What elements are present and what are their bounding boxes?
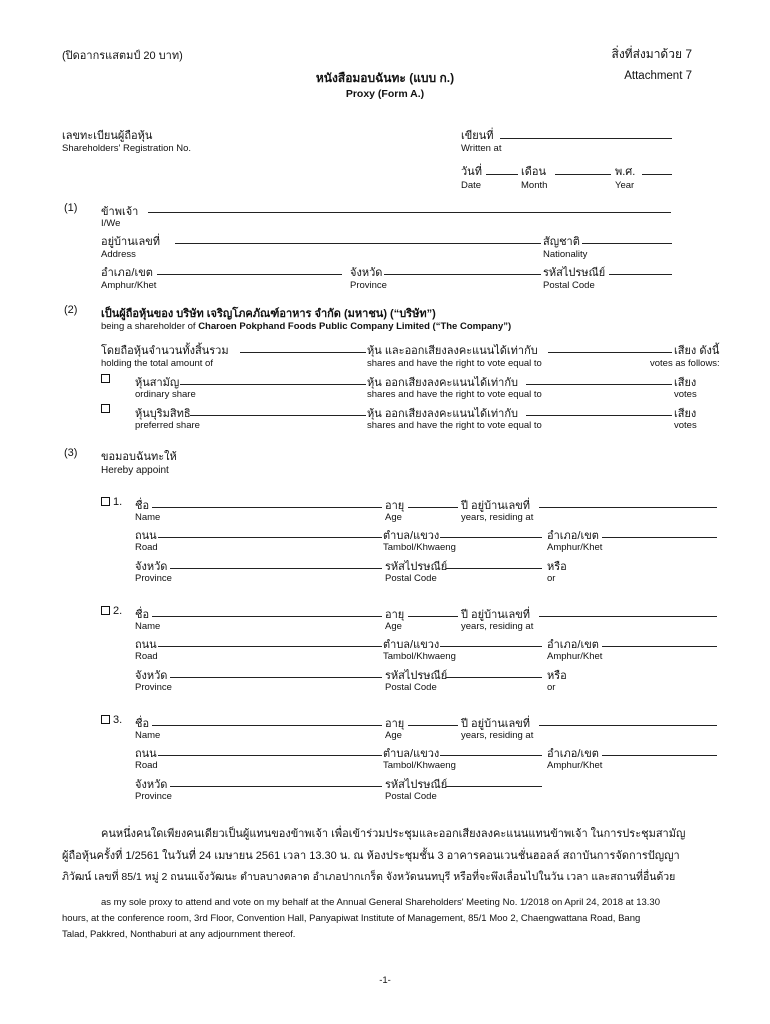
section-1-number: (1)	[64, 202, 78, 214]
total-votes-suffix-thai: เสียง ดังนี้	[674, 345, 720, 357]
proxy-2-amphur-field[interactable]	[602, 646, 717, 647]
preferred-vote-label-english: shares and have the right to vote equal to	[367, 420, 542, 431]
proxy-3-road-label-thai: ถนน	[135, 748, 157, 760]
company-line-thai: เป็นผู้ถือหุ้นของ บริษัท เจริญโภคภัณฑ์อาหาร จำกัด (มหาชน) (“บริษัท”)	[101, 308, 436, 320]
ordinary-votes-field[interactable]	[526, 384, 672, 385]
appoint-label-thai: ขอมอบฉันทะให้	[101, 451, 177, 463]
ordinary-vote-label-thai: หุ้น ออกเสียงลงคะแนนได้เท่ากับ	[367, 377, 519, 389]
total-votes-suffix-english: votes as follows:	[650, 358, 720, 369]
amphur-label-english: Amphur/Khet	[101, 280, 157, 291]
proxy-1-tambol-field[interactable]	[440, 537, 542, 538]
total-votes-field[interactable]	[548, 352, 672, 353]
closing-thai-line-1: คนหนึ่งคนใดเพียงคนเดียวเป็นผู้แทนของข้าพเจ้า เพื่อเข้าร่วมประชุมและออกเสียงลงคะแนนแทนข้าพเจ้า ในการประชุมสามัญ	[101, 828, 686, 840]
proxy-1-road-field[interactable]	[158, 537, 382, 538]
proxy-2-years-label-thai: ปี อยู่บ้านเลขที่	[461, 609, 531, 621]
proxy-1-road-label-thai: ถนน	[135, 530, 157, 542]
proxy-1-province-field[interactable]	[170, 568, 382, 569]
proxy-3-tambol-label-thai: ตำบล/แขวง	[383, 748, 440, 760]
proxy-3-checkbox[interactable]	[101, 715, 110, 724]
ordinary-votes-suffix-english: votes	[674, 389, 697, 400]
proxy-2-province-label-english: Province	[135, 682, 172, 693]
preferred-share-checkbox[interactable]	[101, 404, 110, 413]
i-we-label-english: I/We	[101, 218, 121, 229]
closing-english-line-2: hours, at the conference room, 3rd Floor, Convention Hall, Panyapiwat Institute of Management, 85/1 Moo 2, Chaengwattana Road, Bang	[62, 913, 641, 924]
preferred-share-label-english: preferred share	[135, 420, 200, 431]
proxy-1-years-label-thai: ปี อยู่บ้านเลขที่	[461, 500, 531, 512]
amphur-label-thai: อำเภอ/เขต	[101, 267, 153, 279]
proxy-1-or-label-english: or	[547, 573, 556, 584]
proxy-3-years-label-english: years, residing at	[461, 730, 534, 741]
province-field[interactable]	[384, 274, 541, 275]
proxy-1-age-field[interactable]	[408, 507, 458, 508]
proxy-1-postal-code-field[interactable]	[446, 568, 542, 569]
proxy-3-age-label-thai: อายุ	[385, 718, 405, 730]
preferred-share-label-thai: หุ้นบุริมสิทธิ	[135, 408, 191, 420]
proxy-1-postal-label-thai: รหัสไปรษณีย์	[385, 561, 448, 573]
year-field[interactable]	[642, 174, 672, 175]
proxy-2-number: 2.	[113, 605, 123, 617]
proxy-2-checkbox[interactable]	[101, 606, 110, 615]
proxy-3-postal-label-english: Postal Code	[385, 791, 437, 802]
closing-thai-line-3: ภิวัฒน์ เลขที่ 85/1 หมู่ 2 ถนนแจ้งวัฒนะ ตำบลบางตลาด อำเภอปากเกร็ด จังหวัดนนทบุรี หรือที่จะพึงเลื่อนไปในวัน เวลา และสถานที่อื่นด้วย	[62, 871, 676, 883]
proxy-3-postal-label-thai: รหัสไปรษณีย์	[385, 779, 448, 791]
proxy-1-amphur-label-english: Amphur/Khet	[547, 542, 603, 553]
closing-english-line-3: Talad, Pakkred, Nonthaburi at any adjournment thereof.	[62, 929, 296, 940]
shareholder-address-field[interactable]	[175, 243, 541, 244]
proxy-3-years-label-thai: ปี อยู่บ้านเลขที่	[461, 718, 531, 730]
preferred-shares-field[interactable]	[190, 415, 366, 416]
proxy-2-age-field[interactable]	[408, 616, 458, 617]
section-3-number: (3)	[64, 447, 78, 459]
ordinary-share-checkbox[interactable]	[101, 374, 110, 383]
written-at-label-english: Written at	[461, 143, 502, 154]
proxy-1-number: 1.	[113, 496, 123, 508]
proxy-1-age-label-english: Age	[385, 512, 402, 523]
date-label-thai: วันที่	[461, 166, 482, 178]
province-label-thai: จังหวัด	[350, 267, 383, 279]
proxy-1-province-label-thai: จังหวัด	[135, 561, 168, 573]
proxy-3-road-label-english: Road	[135, 760, 158, 771]
proxy-3-age-label-english: Age	[385, 730, 402, 741]
year-label-thai: พ.ศ.	[615, 166, 636, 178]
proxy-3-name-label-thai: ชื่อ	[135, 718, 150, 730]
proxy-1-tambol-label-english: Tambol/Khwaeng	[383, 542, 456, 553]
proxy-2-postal-code-field[interactable]	[446, 677, 542, 678]
proxy-1-years-label-english: years, residing at	[461, 512, 534, 523]
attachment-label: Attachment 7	[624, 70, 692, 82]
proxy-1-postal-label-english: Postal Code	[385, 573, 437, 584]
preferred-votes-suffix-thai: เสียง	[674, 408, 697, 420]
date-label-english: Date	[461, 180, 482, 191]
proxy-1-tambol-label-thai: ตำบล/แขวง	[383, 530, 440, 542]
proxy-3-province-label-english: Province	[135, 791, 172, 802]
proxy-2-postal-label-english: Postal Code	[385, 682, 437, 693]
proxy-3-name-label-english: Name	[135, 730, 161, 741]
total-shares-label-thai: โดยถือหุ้นจำนวนทั้งสิ้นรวม	[101, 345, 229, 357]
proxy-3-address-field[interactable]	[539, 725, 717, 726]
address-label-english: Address	[101, 249, 136, 260]
month-label-thai: เดือน	[521, 166, 547, 178]
ordinary-votes-suffix-thai: เสียง	[674, 377, 697, 389]
preferred-vote-label-thai: หุ้น ออกเสียงลงคะแนนได้เท่ากับ	[367, 408, 519, 420]
ordinary-share-label-thai: หุ้นสามัญ	[135, 377, 180, 389]
proxy-2-years-label-english: years, residing at	[461, 621, 534, 632]
appoint-label-english: Hereby appoint	[101, 465, 169, 476]
proxy-2-tambol-label-english: Tambol/Khwaeng	[383, 651, 456, 662]
i-we-label-thai: ข้าพเจ้า	[101, 206, 139, 218]
total-vote-label-thai: หุ้น และออกเสียงลงคะแนนได้เท่ากับ	[367, 345, 538, 357]
date-field[interactable]	[486, 174, 518, 175]
year-label-english: Year	[615, 180, 635, 191]
ordinary-share-label-english: ordinary share	[135, 389, 196, 400]
proxy-1-name-label-english: Name	[135, 512, 161, 523]
proxy-1-address-field[interactable]	[539, 507, 717, 508]
page-number: -1-	[379, 975, 391, 986]
proxy-1-checkbox[interactable]	[101, 497, 110, 506]
nationality-label-thai: สัญชาติ	[543, 236, 580, 248]
proxy-2-province-label-thai: จังหวัด	[135, 670, 168, 682]
company-name: Charoen Pokphand Foods Public Company Limited (“The Company”)	[198, 321, 512, 332]
proxy-2-tambol-field[interactable]	[440, 646, 542, 647]
proxy-2-amphur-label-thai: อำเภอ/เขต	[547, 639, 599, 651]
nationality-field[interactable]	[582, 243, 672, 244]
month-label-english: Month	[521, 180, 548, 191]
preferred-votes-suffix-english: votes	[674, 420, 697, 431]
proxy-3-number: 3.	[113, 714, 123, 726]
proxy-2-or-label-english: or	[547, 682, 556, 693]
proxy-2-province-field[interactable]	[170, 677, 382, 678]
province-label-english: Province	[350, 280, 387, 291]
proxy-1-name-field[interactable]	[152, 507, 382, 508]
amphur-field[interactable]	[157, 274, 342, 275]
proxy-2-name-field[interactable]	[152, 616, 382, 617]
proxy-2-age-label-thai: อายุ	[385, 609, 405, 621]
proxy-2-name-label-thai: ชื่อ	[135, 609, 150, 621]
proxy-1-amphur-field[interactable]	[602, 537, 717, 538]
proxy-3-tambol-field[interactable]	[440, 755, 542, 756]
address-label-thai: อยู่บ้านเลขที่	[101, 236, 161, 248]
ordinary-vote-label-english: shares and have the right to vote equal to	[367, 389, 542, 400]
proxy-2-road-label-english: Road	[135, 651, 158, 662]
month-field[interactable]	[555, 174, 611, 175]
nationality-label-english: Nationality	[543, 249, 588, 260]
proxy-1-road-label-english: Road	[135, 542, 158, 553]
title-english: Proxy (Form A.)	[345, 88, 425, 100]
proxy-2-address-field[interactable]	[539, 616, 717, 617]
stamp-duty-note: (ปิดอากรแสตมป์ 20 บาท)	[62, 50, 183, 62]
proxy-3-road-field[interactable]	[158, 755, 382, 756]
proxy-2-road-field[interactable]	[158, 646, 382, 647]
section-2-number: (2)	[64, 304, 78, 316]
proxy-3-age-field[interactable]	[408, 725, 458, 726]
proxy-3-amphur-label-english: Amphur/Khet	[547, 760, 603, 771]
proxy-3-name-field[interactable]	[152, 725, 382, 726]
proxy-1-province-label-english: Province	[135, 573, 172, 584]
ordinary-shares-field[interactable]	[180, 384, 366, 385]
proxy-3-amphur-label-thai: อำเภอ/เขต	[547, 748, 599, 760]
proxy-3-tambol-label-english: Tambol/Khwaeng	[383, 760, 456, 771]
proxy-3-province-field[interactable]	[170, 786, 382, 787]
preferred-votes-field[interactable]	[526, 415, 672, 416]
proxy-1-or-label-thai: หรือ	[547, 561, 567, 573]
proxy-3-postal-code-field[interactable]	[446, 786, 542, 787]
proxy-2-road-label-thai: ถนน	[135, 639, 157, 651]
enclosure-label: สิ่งที่ส่งมาด้วย 7	[611, 47, 692, 61]
proxy-1-age-label-thai: อายุ	[385, 500, 405, 512]
total-vote-label-english: shares and have the right to vote equal to	[367, 358, 542, 369]
written-at-field[interactable]	[500, 138, 672, 139]
title-thai: หนังสือมอบฉันทะ (แบบ ก.)	[315, 71, 455, 85]
proxy-3-province-label-thai: จังหวัด	[135, 779, 168, 791]
proxy-1-name-label-thai: ชื่อ	[135, 500, 150, 512]
proxy-2-age-label-english: Age	[385, 621, 402, 632]
proxy-2-or-label-thai: หรือ	[547, 670, 567, 682]
postal-label-thai: รหัสไปรษณีย์	[543, 267, 606, 279]
proxy-2-postal-label-thai: รหัสไปรษณีย์	[385, 670, 448, 682]
registration-label-thai: เลขทะเบียนผู้ถือหุ้น	[62, 130, 153, 142]
postal-code-field[interactable]	[609, 274, 672, 275]
closing-thai-line-2: ผู้ถือหุ้นครั้งที่ 1/2561 ในวันที่ 24 เมษายน 2561 เวลา 13.30 น. ณ ห้องประชุมชั้น 3 อาคารคอนเวนชั่นฮอลล์ สถาบันการจัดการปัญญา	[62, 850, 680, 862]
proxy-3-amphur-field[interactable]	[602, 755, 717, 756]
proxy-2-tambol-label-thai: ตำบล/แขวง	[383, 639, 440, 651]
closing-english-line-1: as my sole proxy to attend and vote on my behalf at the Annual General Shareholders' Meeting No. 1/2018 on April 24, 2018 at 13.30	[101, 897, 660, 908]
total-shares-field[interactable]	[240, 352, 366, 353]
registration-label-english: Shareholders' Registration No.	[62, 143, 192, 154]
total-shares-label-english: holding the total amount of	[101, 358, 213, 369]
written-at-label-thai: เขียนที่	[461, 130, 494, 142]
proxy-1-amphur-label-thai: อำเภอ/เขต	[547, 530, 599, 542]
postal-label-english: Postal Code	[543, 280, 595, 291]
company-line-english: being a shareholder of Charoen Pokphand Foods Public Company Limited (“The Company”)	[101, 321, 512, 332]
shareholder-name-field[interactable]	[148, 212, 671, 213]
proxy-2-amphur-label-english: Amphur/Khet	[547, 651, 603, 662]
proxy-2-name-label-english: Name	[135, 621, 161, 632]
